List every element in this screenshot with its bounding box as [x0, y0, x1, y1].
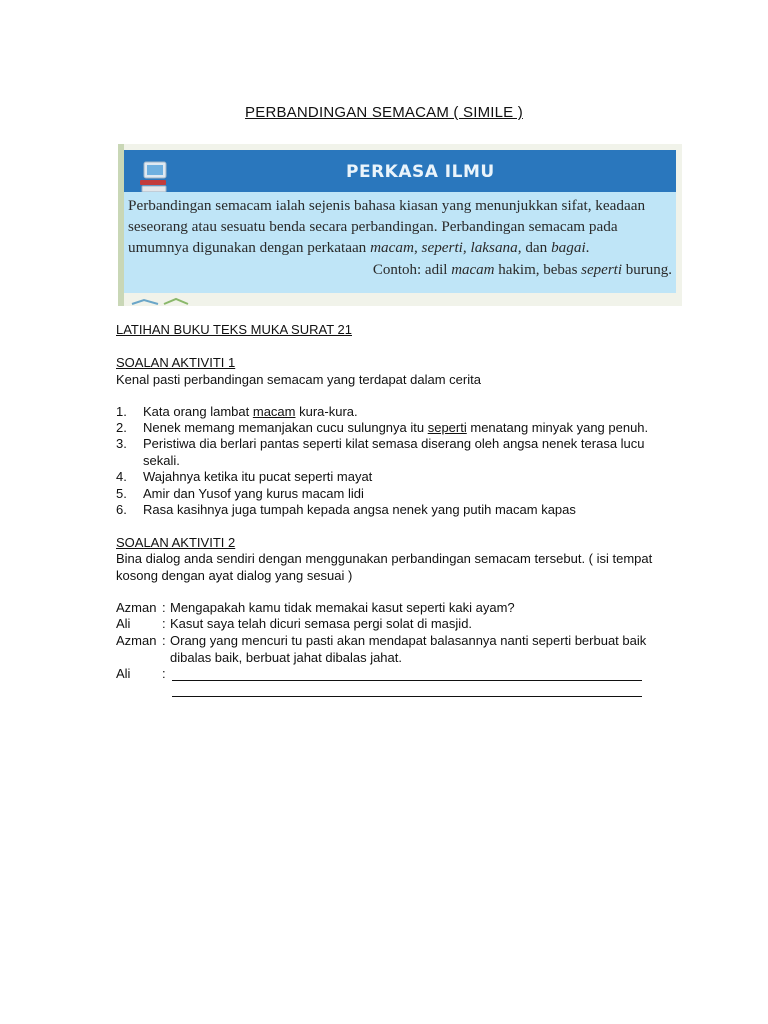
answer-blank-line[interactable]: [172, 696, 642, 697]
box-header: [124, 150, 676, 192]
simile-example: Contoh: adil macam hakim, bebas seperti burung.: [372, 262, 672, 278]
answer-blank-line[interactable]: [172, 680, 642, 681]
computer-icon: [138, 160, 170, 194]
activity1-instruction: Kenal pasti perbandingan semacam yang terdapat dalam cerita: [116, 372, 481, 387]
box-heading: PERKASA ILMU: [346, 162, 495, 182]
simile-definition: Perbandingan semacam ialah sejenis bahasa kiasan yang menunjukkan sifat, keadaan seseorang atau sesuatu benda secara perbandingan. Perbandingan semacam pada umumnya digunakan dengan perkataan macam, seperti, laksana, dan bagai.: [128, 197, 646, 256]
activity1-heading: SOALAN AKTIVITI 1: [116, 355, 236, 370]
section-heading: LATIHAN BUKU TEKS MUKA SURAT 21: [116, 322, 352, 337]
activity2-heading: SOALAN AKTIVITI 2: [116, 535, 236, 550]
document-page: PERBANDINGAN SEMACAM ( SIMILE ) PERKASA ILMU Perbandingan semacam ialah sejenis bahasa kiasan yang menunjukkan sifat, keadaan seseorang atau sesuatu benda secara perbandingan. Perbandingan semacam pada umumnya digunakan dengan perkataan macam, seperti, laksana, dan bagai. Contoh: adil macam hakim, bebas seperti burung. LATIHAN BUKU TEKS MUKA SURAT 21 SOALAN AKTIVITI 1 Kenal pasti perbandingan semacam yang terdapat dalam cerita 1. Kata orang lambat macam kura-kura. 2. Nenek memang memanjakan cucu sulungnya itu seperti menatang minyak yang penuh. 3. Peristiwa dia berlari pantas seperti kilat semasa diserang oleh angsa nenek terasa lucu sekali. 4. Wajahnya ketika itu pucat seperti mayat 5. Amir dan Yusof yang kurus macam lidi 6. Rasa kasihnya juga tumpah kepada angsa nenek yang putih macam kapas SOALAN AKTIVITI 2 Bina dialog anda sendiri dengan menggunakan perbandingan semacam tersebut. ( isi tempat kosong dengan ayat dialog yang sesuai ) Azman : Mengapakah kamu tidak memakai kasut seperti kaki ayam? Ali : Kasut saya telah dicuri semasa pergi solat di masjid. Azman : Orang yang mencuri tu pasti akan mendapat balasannya nanti seperti berbuat baik dibalas baik, berbuat jahat dibalas jahat. Ali :: [0, 0, 768, 1024]
page-title: PERBANDINGAN SEMACAM ( SIMILE ): [245, 104, 523, 121]
activity2-instruction: Bina dialog anda sendiri dengan menggunakan perbandingan semacam tersebut. ( isi tempat kosong dengan ayat dialog yang sesuai ): [116, 551, 653, 583]
box-bottom-decoration: [124, 294, 676, 306]
perkasa-ilmu-box: [118, 144, 682, 306]
